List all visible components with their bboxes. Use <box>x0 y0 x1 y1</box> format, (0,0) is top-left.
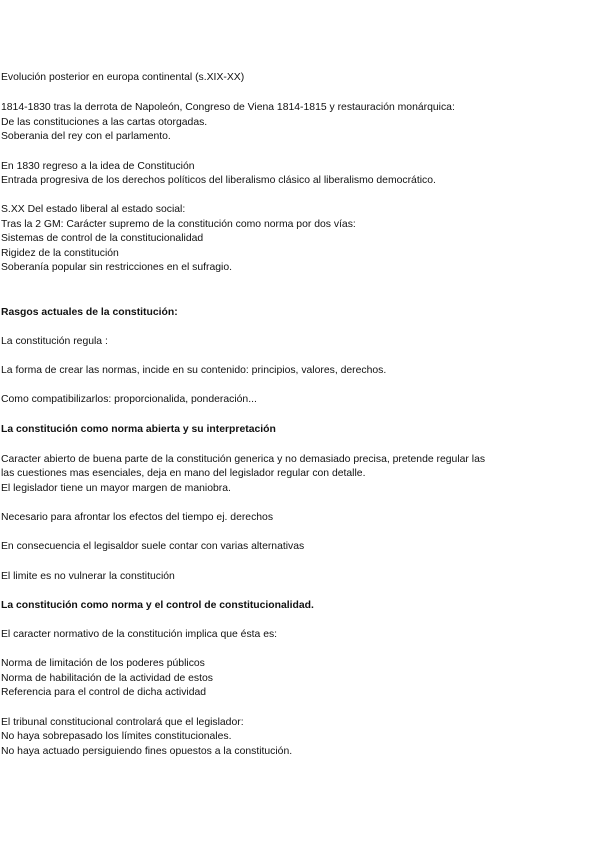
text-line: El legislador tiene un mayor margen de maniobra. <box>1 483 231 494</box>
text-line: Soberania del rey con el parlamento. <box>1 131 171 142</box>
text-line: La forma de crear las normas, incide en su contenido: principios, valores, derechos. <box>1 365 387 376</box>
text-line: Como compatibilizarlos: proporcionalida, ponderación... <box>1 394 257 405</box>
heading-norma-abierta: La constitución como norma abierta y su interpretación <box>1 424 276 435</box>
text-line: La constitución regula : <box>1 336 108 347</box>
text-line: Rigidez de la constitución <box>1 248 119 259</box>
text-line: No haya sobrepasado los límites constitucionales. <box>1 731 232 742</box>
text-line: Necesario para afrontar los efectos del tiempo ej. derechos <box>1 512 274 523</box>
text-line: El tribunal constitucional controlará que el legislador: <box>1 717 244 728</box>
text-line: El limite es no vulnerar la constitución <box>1 571 175 582</box>
list-item: Norma de limitación de los poderes públicos <box>1 658 205 669</box>
heading-rasgos: Rasgos actuales de la constitución: <box>1 307 178 318</box>
text-line: Entrada progresiva de los derechos políticos del liberalismo clásico al liberalismo democrático. <box>1 175 436 186</box>
text-line: De las constituciones a las cartas otorgadas. <box>1 117 208 128</box>
text-line: En consecuencia el legisaldor suele contar con varias alternativas <box>1 541 305 552</box>
text-line: No haya actuado persiguiendo fines opuestos a la constitución. <box>1 746 293 757</box>
heading-control: La constitución como norma y el control de constitucionalidad. <box>1 600 314 611</box>
section-title-evolucion: Evolución posterior en europa continental (s.XIX-XX) <box>1 72 245 83</box>
list-item: Referencia para el control de dicha actividad <box>1 687 207 698</box>
text-line: Sistemas de control de la constitucionalidad <box>1 233 204 244</box>
list-item: Norma de habilitación de la actividad de estos <box>1 673 213 684</box>
text-line: Soberanía popular sin restricciones en el sufragio. <box>1 262 233 273</box>
text-line: En 1830 regreso a la idea de Constitución <box>1 161 195 172</box>
text-line: S.XX Del estado liberal al estado social: <box>1 204 186 215</box>
text-line: Tras la 2 GM: Carácter supremo de la constitución como norma por dos vías: <box>1 219 356 230</box>
text-line: las cuestiones mas esenciales, deja en mano del legislador regular con detalle. <box>1 468 366 479</box>
text-line: El caracter normativo de la constitución implica que ésta es: <box>1 629 278 640</box>
text-line: 1814-1830 tras la derrota de Napoleón, Congreso de Viena 1814-1815 y restauración monárquica: <box>1 102 455 113</box>
text-line: Caracter abierto de buena parte de la constitución generica y no demasiado precisa, pretende regular las <box>1 454 486 465</box>
